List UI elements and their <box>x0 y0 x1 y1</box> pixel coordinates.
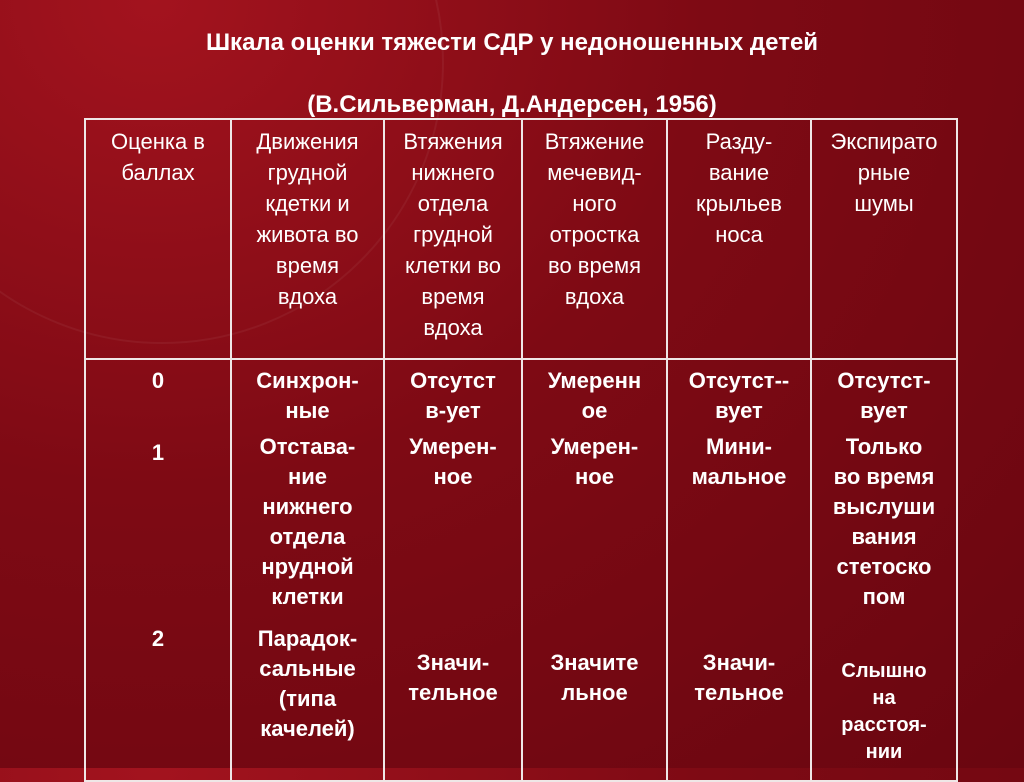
header-lower-chest-retraction: Втяжения нижнего отдела грудной клетки во время вдоха <box>384 119 522 359</box>
lower-chest-retraction-cell <box>384 359 522 781</box>
header-nasal-flaring: Разду- вание крыльев носа <box>667 119 811 359</box>
xiphoid-score-0: Умеренн ое <box>547 368 642 423</box>
lower-chest-score-2: Значи- тельное <box>408 650 498 705</box>
header-xiphoid-retraction: Втяжение мечевид- ного отростка во время вдоха <box>522 119 667 359</box>
score-2: 2 <box>151 626 165 651</box>
slide-title: Шкала оценки тяжести СДР у недоношенных детей <box>205 29 819 56</box>
chest-movement-score-1: Отстава- ние нижнего отдела нрудной клетки <box>259 434 356 609</box>
xiphoid-score-1: Умерен- ное <box>550 434 639 489</box>
nasal-flaring-score-0: Отсутст-- вует <box>688 368 790 423</box>
lower-chest-score-1: Умерен- ное <box>409 434 497 489</box>
table-header-row <box>85 119 957 359</box>
lower-chest-score-0: Отсутст в-ует <box>410 368 496 423</box>
nasal-flaring-cell <box>667 359 811 781</box>
chest-movement-score-0: Синхрон- ные <box>256 368 359 423</box>
table-body-row <box>85 359 957 781</box>
header-score: Оценка в баллах <box>85 119 231 359</box>
grunt-score-0: Отсутст- вует <box>837 368 931 423</box>
header-chest-movement: Движения грудной кдетки и живота во время вдоха <box>231 119 384 359</box>
chest-movement-score-2: Парадок- сальные (типа качелей) <box>257 626 358 741</box>
nasal-flaring-score-2: Значи- тельное <box>694 650 784 705</box>
header-expiratory-grunt: Экспирато рные шумы <box>811 119 957 359</box>
nasal-flaring-score-1: Мини- мальное <box>691 434 787 489</box>
slide-subtitle: (В.Сильверман, Д.Андерсен, 1956) <box>307 91 717 118</box>
chest-movement-cell <box>231 359 384 781</box>
xiphoid-retraction-cell <box>522 359 667 781</box>
silverman-score-table <box>84 118 958 782</box>
score-0: 0 <box>151 368 165 393</box>
xiphoid-score-2: Значите льное <box>550 650 639 705</box>
score-cell <box>85 359 231 781</box>
grunt-score-1: Только во время выслуши вания стетоско пом <box>832 434 936 609</box>
grunt-score-2: Слышно на расстоя- нии <box>841 660 927 763</box>
score-1: 1 <box>151 440 165 465</box>
expiratory-grunt-cell <box>811 359 957 781</box>
